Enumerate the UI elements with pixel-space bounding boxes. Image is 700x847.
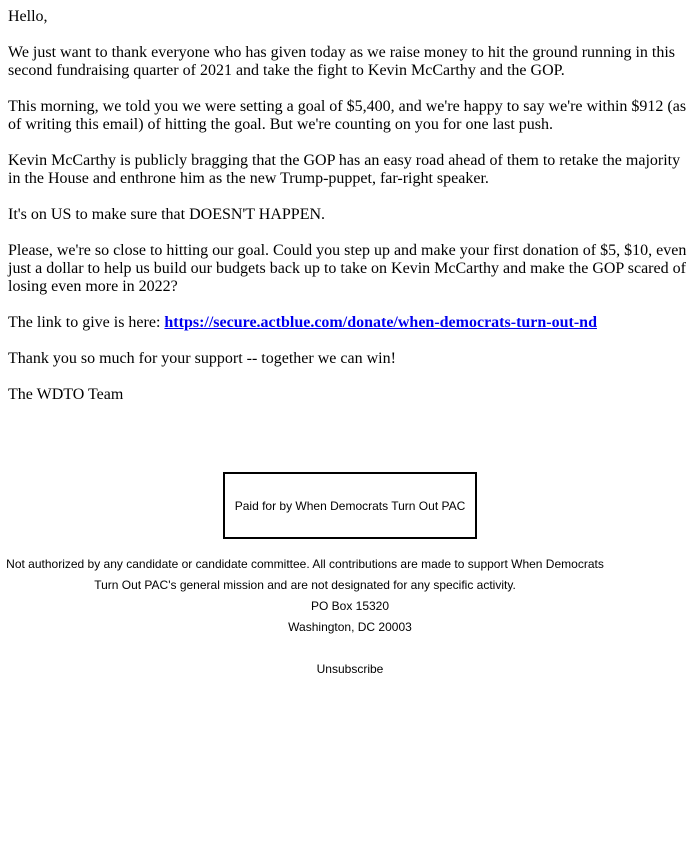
paragraph-donation-ask: Please, we're so close to hitting our goal. Could you step up and make your first donation of $5, $10, even just a dollar to help us build our budgets back up to take on Kevin McCarthy and make the GOP scared of losing even more in 2022? <box>8 242 687 295</box>
paragraph-thanks-donors: We just want to thank everyone who has given today as we raise money to hit the ground running in this second fundraising quarter of 2021 and take the fight to Kevin McCarthy and the GOP. <box>8 44 676 79</box>
address-line-2: Washington, DC 20003 <box>288 620 412 634</box>
donate-link-prefix: The link to give is here: <box>8 314 165 331</box>
signature: The WDTO Team <box>8 386 124 403</box>
paragraph-call-to-action: It's on US to make sure that DOESN'T HAPPEN. <box>8 206 326 223</box>
disclaimer-text: Not authorized by any candidate or candidate committee. All contributions are made to support When Democrats Turn Out PAC's general mission and are not designated for any specific activity. <box>6 557 604 592</box>
donate-link[interactable]: https://secure.actblue.com/donate/when-democrats-turn-out-nd <box>164 314 597 331</box>
paragraph-mccarthy: Kevin McCarthy is publicly bragging that the GOP has an easy road ahead of them to retake the majority in the House and enthrone him as the new Trump-puppet, far-right speaker. <box>8 152 681 187</box>
paragraph-goal-progress: This morning, we told you we were setting a goal of $5,400, and we're happy to say we're within $912 (as of writing this email) of hitting the goal. But we're counting on you for one last push. <box>8 98 687 133</box>
thanks-line: Thank you so much for your support -- together we can win! <box>8 350 396 367</box>
email-body <box>8 8 692 422</box>
footer-lines <box>0 554 700 680</box>
donate-link-line <box>8 314 692 332</box>
greeting: Hello, <box>8 8 48 25</box>
address-line-1: PO Box 15320 <box>310 599 390 613</box>
unsubscribe-link[interactable]: Unsubscribe <box>316 662 384 676</box>
paid-for-text: Paid for by When Democrats Turn Out PAC <box>234 498 466 513</box>
paid-for-box <box>223 472 477 539</box>
email-footer <box>0 472 700 680</box>
